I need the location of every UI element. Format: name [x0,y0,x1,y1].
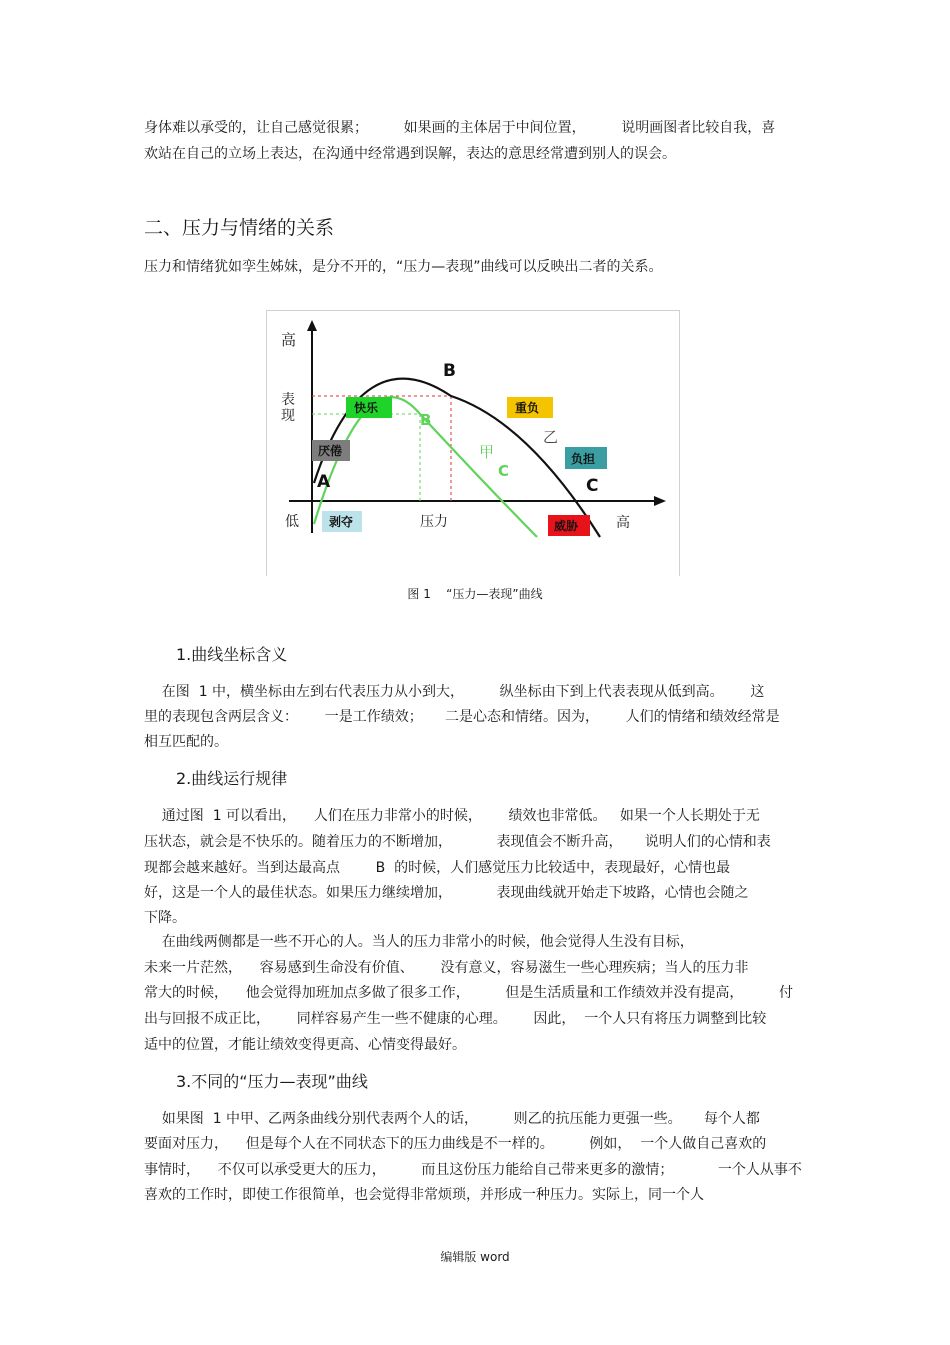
curve-jia-label: 甲 [479,443,495,461]
paragraph-line: 压状态，就会是不快乐的。随着压力的不断增加， 表现值会不断升高， 说明人们的心情和表 [144,834,771,850]
paragraph-line: 未来一片茫然， 容易感到生命没有价值、 没有意义，容易滋生一些心理疾病；当人的压力非 [144,960,749,976]
intro-paragraph: 压力和情绪犹如孪生姊妹，是分不开的，“压力—表现”曲线可以反映出二者的关系。 [144,259,663,275]
point-c-green-label: C [498,462,510,480]
point-b-green-label: B [420,411,432,429]
paragraph-line: 相互匹配的。 [144,734,228,750]
y-axis-arrow-icon [307,320,317,331]
paragraph-line: 喜欢的工作时，即使工作很简单，也会觉得非常烦琐，并形成一种压力。实际上，同一个人 [144,1187,704,1203]
section-title: 二、压力与情绪的关系 [144,217,335,239]
subsection-title: 1.曲线坐标含义 [176,645,288,664]
paragraph-line: 出与回报不成正比， 同样容易产生一些不健康的心理。 因此， 一个人只有将压力调整到比较 [144,1011,767,1027]
paragraph-line: 好，这是一个人的最佳状态。如果压力继续增加， 表现曲线就开始走下坡路，心情也会随之 [144,885,749,901]
curve-diagram [267,311,681,577]
paragraph-line: 里的表现包含两层含义： 一是工作绩效； 二是心态和情绪。因为， 人们的情绪和绩效经常是 [144,709,780,725]
box-weixie-label: 威胁 [554,519,579,533]
paragraph-line: 在图 1 中，横坐标由左到右代表压力从小到大， 纵坐标由下到上代表表现从低到高。 这 [144,684,765,700]
x-axis-low-label: 低 [285,514,299,530]
y-axis-high-label: 高 [281,331,297,349]
point-b-label: B [443,361,456,381]
paragraph-line: 常大的时候， 他会觉得加班加点多做了很多工作， 但是生活质量和工作绩效并没有提高， 付 [144,985,794,1001]
paragraph-line: 如果图 1 中甲、乙两条曲线分别代表两个人的话， 则乙的抗压能力更强一些。 每个人都 [144,1111,760,1127]
box-yanjuan-label: 厌倦 [318,444,343,458]
paragraph-line: 下降。 [144,910,186,926]
page-footer: 编辑版 word [440,1250,510,1264]
paragraph-line: 欢站在自己的立场上表达，在沟通中经常遇到误解，表达的意思经常遭到别人的误会。 [144,146,676,162]
box-kuaile-label: 快乐 [354,401,379,415]
paragraph-line: 要面对压力， 但是每个人在不同状态下的压力曲线是不一样的。 例如， 一个人做自己喜欢的 [144,1136,767,1152]
curve-yi-label: 乙 [543,428,559,446]
paragraph-line: 现都会越来越好。当到达最高点 B 的时候，人们感觉压力比较适中，表现最好，心情也最 [144,860,731,876]
point-a-label: A [317,472,331,492]
point-c-label: C [586,476,599,496]
stress-performance-figure [266,310,680,576]
box-fudan-label: 负担 [571,452,596,466]
subsection-title: 2.曲线运行规律 [176,769,288,788]
paragraph-line: 事情时， 不仅可以承受更大的压力， 而且这份压力能给自己带来更多的激情； 一个人从事不 [144,1162,802,1178]
subsection-title: 3.不同的“压力—表现”曲线 [176,1072,368,1091]
x-axis-high-label: 高 [616,515,630,531]
box-boduo-label: 剥夺 [329,515,354,529]
figure-caption: 图 1 “压力—表现”曲线 [407,587,543,601]
paragraph-line: 在曲线两侧都是一些不开心的人。当人的压力非常小的时候，他会觉得人生没有目标， [144,934,694,950]
paragraph-line: 身体难以承受的，让自己感觉很累； 如果画的主体居于中间位置， 说明画图者比较自我，喜 [144,120,776,136]
x-axis-label: 压力 [420,514,448,530]
x-axis-arrow-icon [654,496,666,506]
paragraph-line: 适中的位置，才能让绩效变得更高、心情变得最好。 [144,1037,466,1053]
box-zhongfu-label: 重负 [515,401,540,415]
y-axis-label-1: 表 [281,392,295,408]
y-axis-label-2: 现 [281,408,295,424]
paragraph-line: 通过图 1 可以看出， 人们在压力非常小的时候， 绩效也非常低。 如果一个人长期处于无 [144,808,760,824]
